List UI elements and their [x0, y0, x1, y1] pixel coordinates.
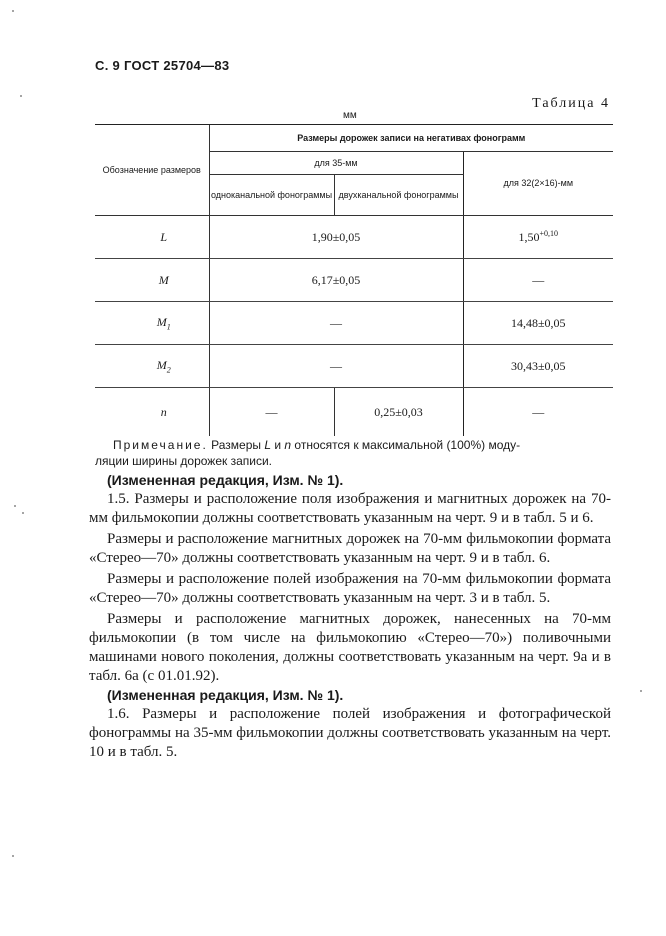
dimensions-table [95, 124, 613, 436]
row-symbol: $M_2$ [156, 357, 171, 375]
col-32mm: для 32(2×16)-мм [463, 152, 613, 216]
row-symbol: n [160, 404, 167, 419]
row-value-dual: 0,25±0,03 [334, 388, 463, 437]
note-label: Примечание. [113, 438, 208, 452]
body-text [89, 471, 611, 762]
paragraph: Размеры и расположение магнитных дорожек на 70-мм фильмокопии формата «Стерео—70» должны соответствовать указанным на черт. 9 и в табл. 6. [89, 531, 611, 566]
row-symbol: M [158, 272, 169, 287]
row-symbol: $M_1$ [156, 314, 171, 332]
row-value-35: 1,90±0,05 [209, 216, 463, 259]
row-value-32: — [463, 259, 613, 302]
table-title: Таблица 4 [532, 96, 610, 111]
row-value-32: — [463, 388, 613, 437]
table-row [95, 345, 613, 388]
scan-speck [12, 10, 14, 12]
row-value-32: $1,50^{+0,10}$ [463, 216, 613, 259]
row-symbol: L [160, 229, 168, 244]
col-single-channel: одноканальной фонограммы [209, 175, 334, 216]
col-dual-channel: двухканальной фонограммы [334, 175, 463, 216]
paragraph-1-6: 1.6. Размеры и расположение полей изображения и фотографической фонограммы на 35-мм фильмокопии должны соответствовать указанным на черт. 10 и в табл. 5. [89, 706, 611, 760]
paragraph: Размеры и расположение полей изображения на 70-мм фильмокопии формата «Стерео—70» должны соответствовать указанным на черт. 3 и в табл. 5. [89, 571, 611, 606]
row-value-32: 14,48±0,05 [463, 302, 613, 345]
table-row [95, 388, 613, 437]
row-value-35: 6,17±0,05 [209, 259, 463, 302]
col-designation: Обозначение размеров [95, 125, 209, 216]
col-group-header: Размеры дорожек записи на негативах фонограмм [209, 125, 613, 152]
table-row [95, 302, 613, 345]
amendment-note: (Измененная редакция, Изм. № 1). [107, 472, 344, 488]
scan-speck [20, 95, 22, 97]
scan-speck [22, 512, 24, 514]
table-row [95, 216, 613, 259]
col-35mm: для 35-мм [209, 152, 463, 175]
row-value-single: — [209, 388, 334, 437]
table-row [95, 259, 613, 302]
scan-speck [640, 690, 642, 692]
scan-speck [14, 505, 16, 507]
units-label: мм [343, 110, 357, 121]
table-note: Примечание. Размеры L и n относятся к максимальной (100%) моду- ляции ширины дорожек записи. [95, 438, 521, 468]
row-value-35: — [209, 302, 463, 345]
paragraph: Размеры и расположение магнитных дорожек, нанесенных на 70-мм фильмокопии (в том числе на фильмокопию «Стерео—70») поливочными машинами нового поколения, должны соответствовать указанным на черт. 9а и в табл. 6а (с 01.01.92). [89, 611, 611, 684]
paragraph-1-5: 1.5. Размеры и расположение поля изображения и магнитных дорожек на 70-мм фильмокопии должны соответствовать указанным на черт. 9 и в табл. 5 и 6. [89, 491, 611, 526]
amendment-note: (Измененная редакция, Изм. № 1). [107, 687, 344, 703]
scan-speck [12, 855, 14, 857]
page-header: С. 9 ГОСТ 25704—83 [95, 58, 230, 73]
row-value-35: — [209, 345, 463, 388]
row-value-32: 30,43±0,05 [463, 345, 613, 388]
